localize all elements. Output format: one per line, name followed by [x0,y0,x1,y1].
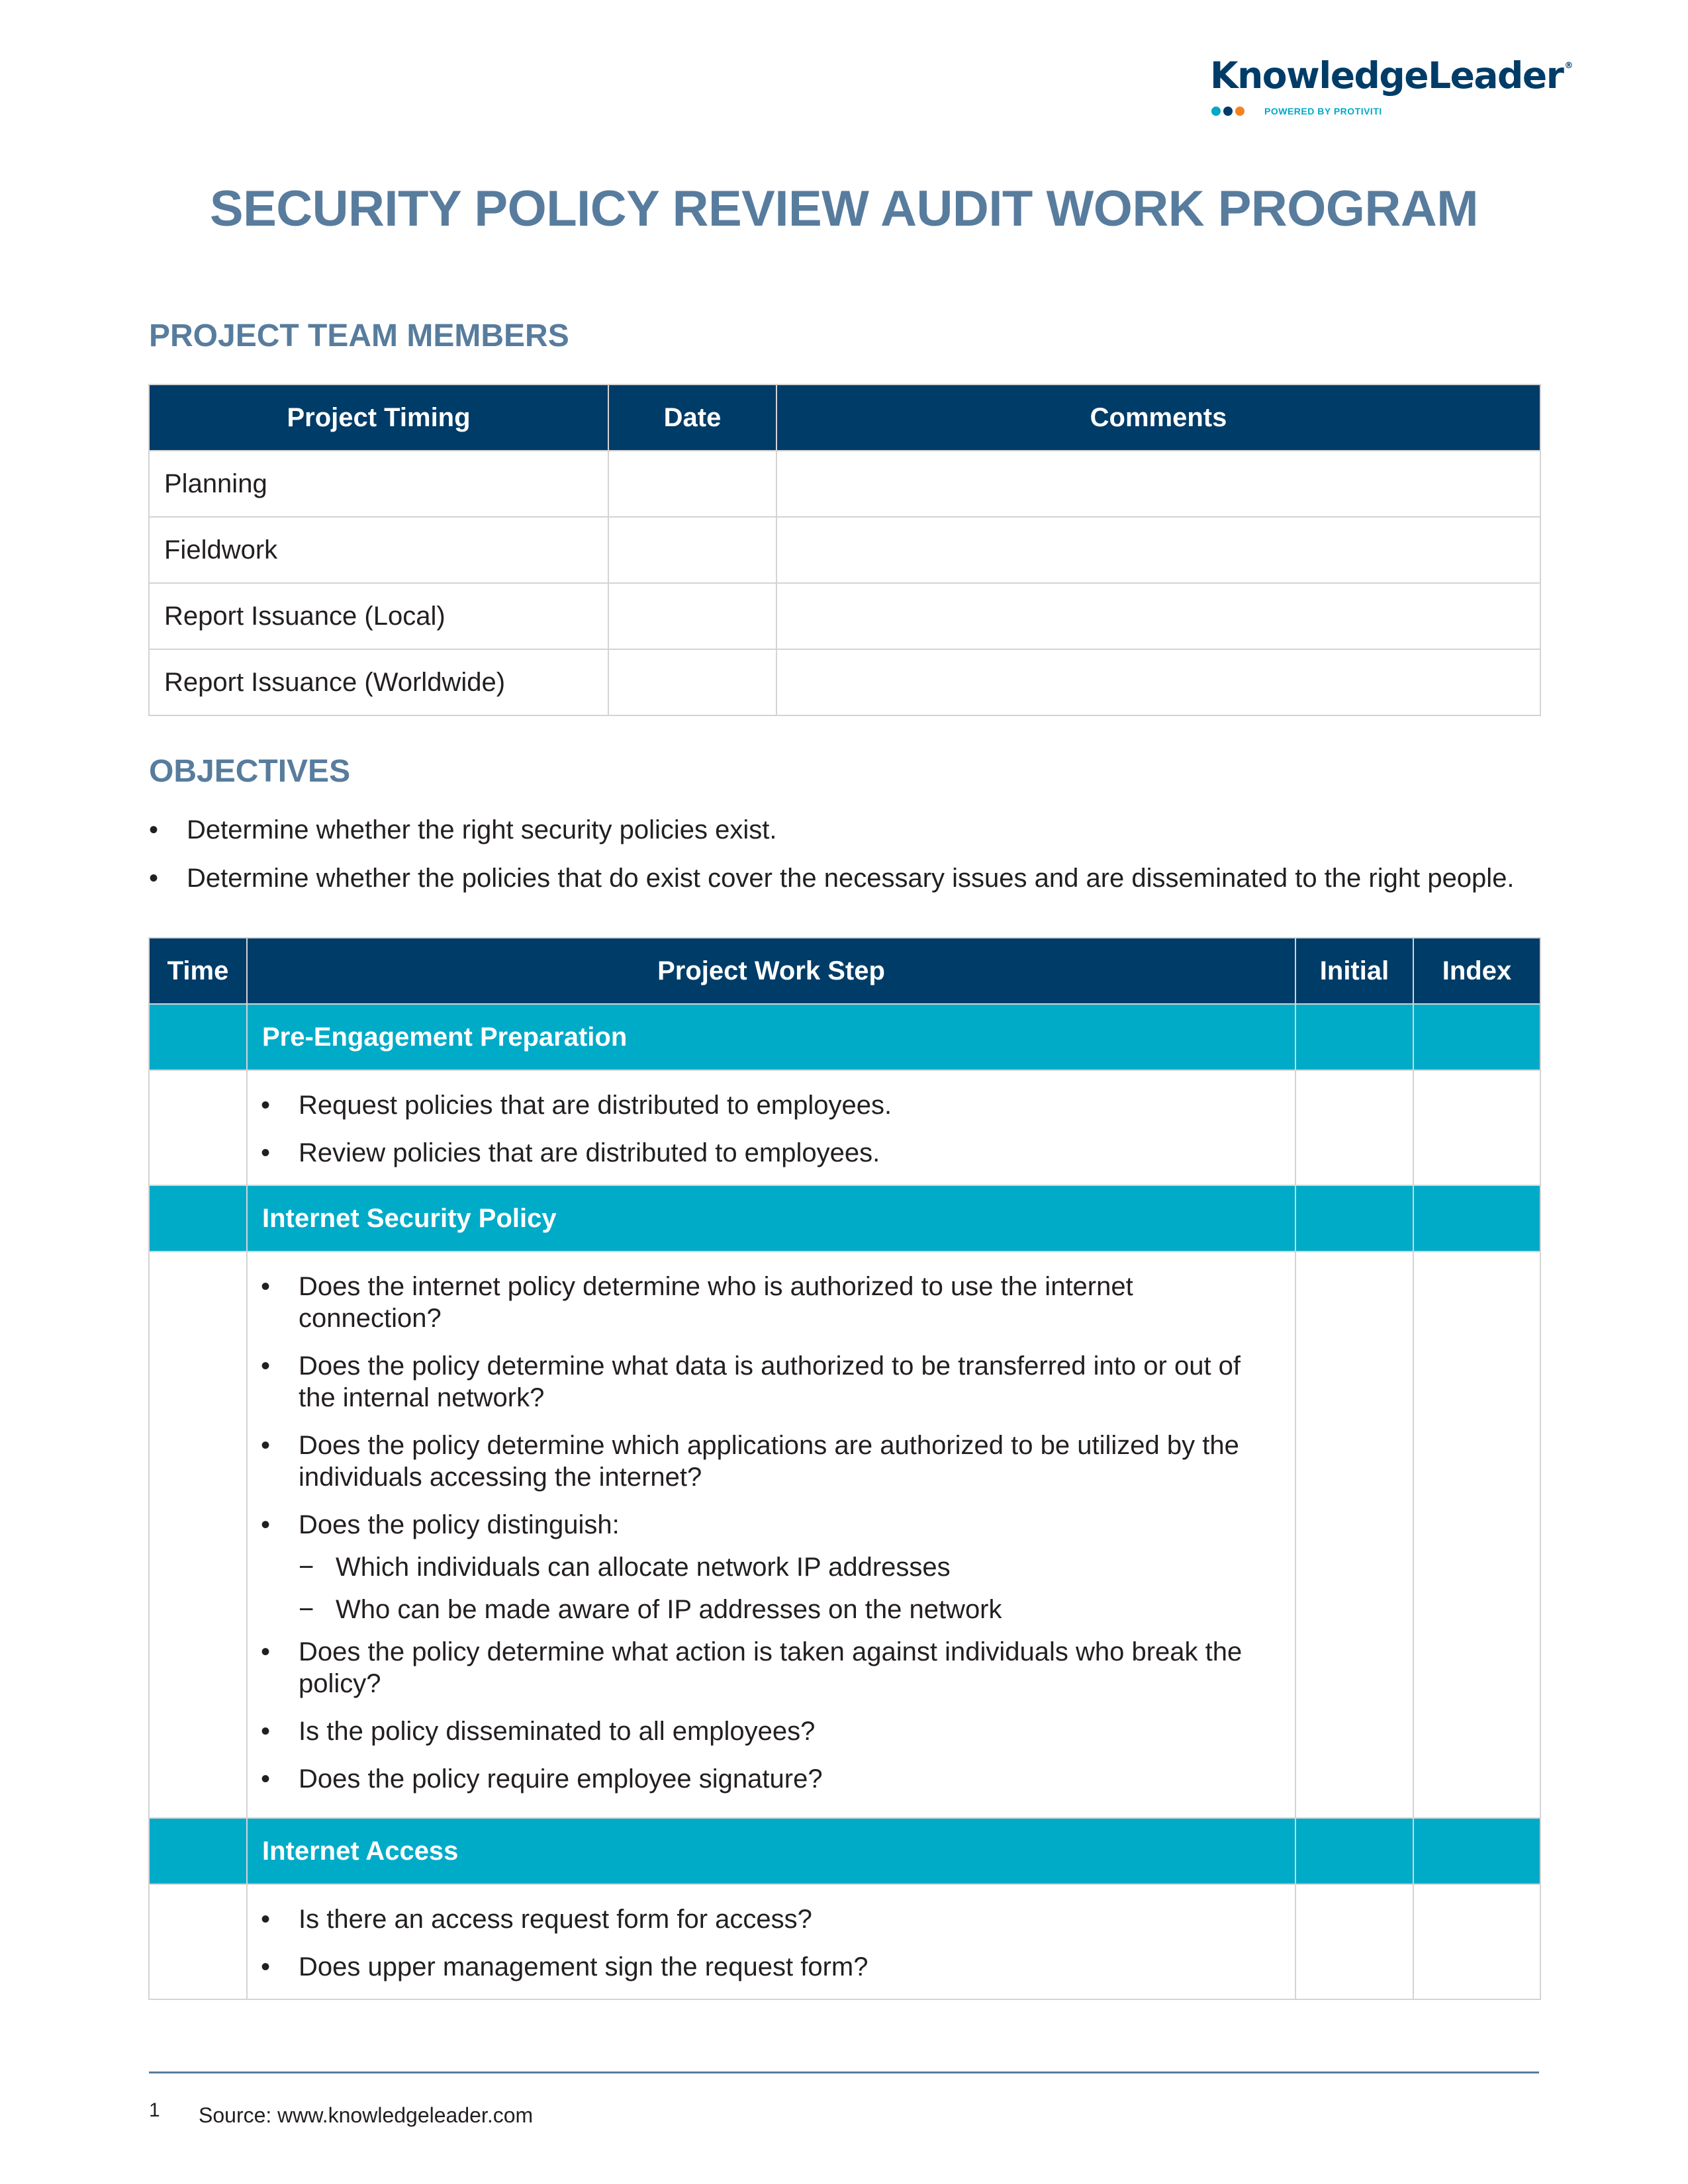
bullet-icon: • [261,1272,271,1301]
comments-cell[interactable] [776,451,1540,517]
section-title: Pre-Engagement Preparation [247,1004,1295,1070]
brand-dot-icon [1211,107,1221,116]
bullet-icon: • [149,815,159,844]
brand-logo [1210,54,1572,127]
date-cell[interactable] [608,583,776,649]
dash-icon: − [299,1595,314,1624]
list-item: • Is there an access request form for access? [261,1905,812,1934]
index-cell[interactable] [1413,1251,1540,1818]
work-program-table [148,937,1541,2000]
source-link[interactable]: Source: www.knowledgeleader.com [199,2103,534,2127]
project-timing-table [148,384,1541,716]
sub-list-item: − Who can be made aware of IP addresses on the network [299,1595,1002,1624]
document-title: SECURITY POLICY REVIEW AUDIT WORK PROGRAM [209,181,1479,237]
comments-cell[interactable] [776,583,1540,649]
table-row [149,1251,1540,1818]
header-work-step: Project Work Step [247,938,1295,1004]
bullet-icon: • [149,864,159,893]
header-initial: Initial [1295,938,1413,1004]
list-item: • Determine whether the policies that do exist cover the necessary issues and are disseminated to the right people. [149,864,1515,893]
table-header-row [149,385,1540,451]
initial-cell[interactable] [1295,1070,1413,1185]
table-row [149,1070,1540,1185]
table-row [149,451,1540,517]
bullet-icon: • [261,1764,271,1794]
list-item: • Does the policy require employee signature? [261,1764,823,1794]
header-index: Index [1413,938,1540,1004]
section-row-internet-security-policy [149,1185,1540,1251]
bullet-icon: • [261,1717,271,1746]
timing-cell: Planning [149,451,608,517]
timing-cell: Fieldwork [149,517,608,583]
section-title: Internet Security Policy [247,1185,1295,1251]
bullet-icon: • [261,1091,271,1120]
list-item: • Request policies that are distributed to employees. [261,1091,892,1120]
registered-mark: ® [1564,61,1572,71]
header-project-timing: Project Timing [149,385,608,451]
timing-cell: Report Issuance (Local) [149,583,608,649]
dash-icon: − [299,1553,314,1582]
table-row [149,649,1540,715]
section-row-pre-engagement [149,1004,1540,1070]
comments-cell[interactable] [776,517,1540,583]
section-title: Internet Access [247,1818,1295,1884]
initial-cell[interactable] [1295,1251,1413,1818]
bullet-icon: • [261,1952,271,1981]
bullet-icon: • [261,1351,271,1381]
section-row-internet-access [149,1818,1540,1884]
objectives-list [149,814,1539,911]
list-item: • Does the policy distinguish: [261,1510,620,1539]
time-cell[interactable] [149,1884,247,1999]
footer-divider [149,2071,1539,2073]
list-item: • Does upper management sign the request form? [261,1952,868,1981]
timing-cell: Report Issuance (Worldwide) [149,649,608,715]
bullet-icon: • [261,1637,271,1666]
bullet-icon: • [261,1431,271,1460]
initial-cell[interactable] [1295,1884,1413,1999]
list-item: • Review policies that are distributed to employees. [261,1138,880,1167]
date-cell[interactable] [608,451,776,517]
brand-dot-icon [1223,107,1233,116]
time-cell[interactable] [149,1251,247,1818]
header-comments: Comments [776,385,1540,451]
date-cell[interactable] [608,649,776,715]
objectives-title: OBJECTIVES [149,754,351,789]
bullet-icon: • [261,1510,271,1539]
index-cell[interactable] [1413,1070,1540,1185]
list-item: • Determine whether the right security policies exist. [149,815,777,844]
list-item: • Does the policy determine what action is taken against individuals who break the policy? [261,1637,1243,1698]
brand-dot-icon [1235,107,1244,116]
team-section-title: PROJECT TEAM MEMBERS [149,318,569,353]
brand-tagline: POWERED BY PROTIVITI [1264,106,1382,116]
list-item: • Does the internet policy determine who is authorized to use the internet connection? [261,1272,1133,1333]
list-item: • Does the policy determine what data is authorized to be transferred into or out of the internal network? [261,1351,1241,1412]
header-time: Time [149,938,247,1004]
sub-list-item: − Which individuals can allocate network IP addresses [299,1553,951,1582]
bullet-icon: • [261,1905,271,1934]
table-row [149,583,1540,649]
date-cell[interactable] [608,517,776,583]
table-header-row [149,938,1540,1004]
brand-name: KnowledgeLeader [1210,54,1564,97]
index-cell[interactable] [1413,1884,1540,1999]
page-number: 1 [149,2099,160,2121]
list-item: • Is the policy disseminated to all employees? [261,1717,816,1746]
table-row [149,1884,1540,1999]
table-row [149,517,1540,583]
header-date: Date [608,385,776,451]
list-item: • Does the policy determine which applications are authorized to be utilized by the individuals accessing the internet? [261,1431,1239,1492]
bullet-icon: • [261,1138,271,1167]
time-cell[interactable] [149,1070,247,1185]
comments-cell[interactable] [776,649,1540,715]
